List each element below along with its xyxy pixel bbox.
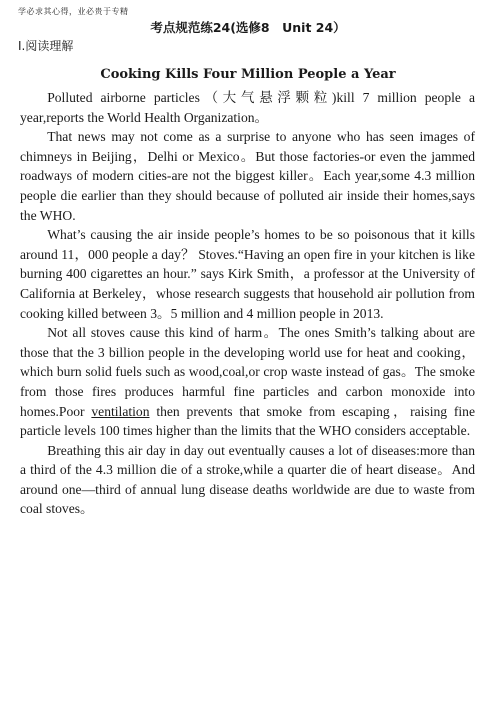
underlined-word: ventilation — [91, 403, 150, 419]
section-label: Ⅰ.阅读理解 — [18, 39, 74, 53]
article-title: Cooking Kills Four Million People a Year — [100, 67, 396, 82]
paragraph-1: Polluted airborne particles（大气悬浮颗粒)kill 7 million people a year,reports the World Health Organization。 — [20, 90, 475, 125]
paragraph-2: That news may not come as a surprise to anyone who has seen images of chimneys in Beijing，Delhi or Mexico。But those factories-or even the jammed roadways of modern cities-are not the biggest killer。Each year,some 4.3 million people die earlier than they should because of polluted air inside their homes,says the WHO. — [20, 129, 475, 223]
page-header: 学必求其心得，业必贵于专精 — [18, 7, 129, 16]
paragraph-3: What’s causing the air inside people’s homes to be so poisonous that it kills around 11，000 people a day？ Stoves.“Having an open fire in your kitchen is like burning 400 cigarettes an hour.” says Kirk Smith，a professor at the University of California at Berkeley，whose research suggests that household air pollution from cooking killed between 3。5 million and 4 million people in 2013. — [20, 227, 475, 321]
paragraph-5: Breathing this air day in day out eventually causes a lot of diseases:more than a third of the 4.3 million die of a stroke,while a quarter die of heart disease。And around one—third of annual lung disease deaths worldwide are due to waste from coal stoves。 — [20, 442, 475, 517]
article-body — [20, 88, 475, 519]
paragraph-4: Not all stoves cause this kind of harm。The ones Smith’s talking about are those that the 3 billion people in the developing world use for heat and cooking，which burn solid fuels such as wood,coal,or crop waste instead of gas。The smoke from those fires produces harmful fine particles and carbon monoxide into homes.Poor ventilation then prevents that smoke from escaping，raising fine particle levels 100 times higher than the limits that the WHO considers acceptable. — [20, 325, 475, 439]
exercise-title: 考点规范练24(选修8 Unit 24） — [150, 20, 346, 35]
